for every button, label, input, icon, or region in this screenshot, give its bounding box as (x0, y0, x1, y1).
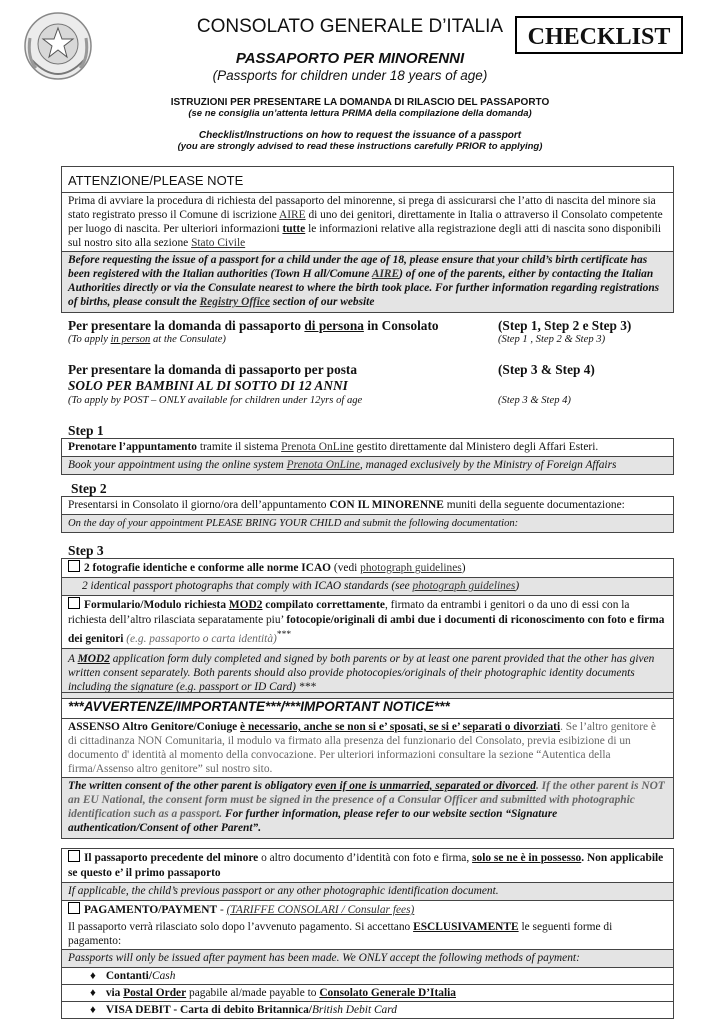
notice-text-en: The written consent of the other parent is obligatory even if one is unmarried, separated or divorced. If the other parent is NOT an EU National, the consent form must be signed in the presence of a Consular Officer and submitted with photographic identification such as a passport. For further information, please refer to our website section “Signature authentication/Consent of other Parent”. (62, 777, 673, 838)
payment-checkbox[interactable] (68, 902, 80, 914)
payment-text-en: Passports will only be issued after payment has been made. We ONLY accept the following methods of payment: (62, 950, 673, 968)
step-2-text-it: Presentarsi in Consolato il giorno/ora dell’appuntamento CON IL MINORENNE muniti della seguente documentazione: (62, 497, 673, 515)
apply-in-person-en: (To apply in person at the Consulate) (68, 334, 226, 345)
step-1-text-it: Prenotare l’appuntamento tramite il sistema Prenota OnLine gestito direttamente dal Ministero degli Affari Esteri. (62, 439, 673, 457)
form-item: Formulario/Modulo richiesta MOD2 compilato correttamente, firmato da entrambi i genitori o da uno di essi con la richiesta dell’altro rilasciata separatamente piu’ fotocopie/originali di ambi due i documenti di riconoscimento con foto e firma dei genitori (e.g. passaporto o carta identità)*** (62, 596, 673, 649)
photos-item: 2 fotografie identiche e conforme alle norme ICAO (vedi photograph guidelines) (62, 559, 673, 578)
apply-in-person-heading: Per presentare la domanda di passaporto di persona in Consolato (68, 318, 439, 333)
step-1-text-en: Book your appointment using the online system Prenota OnLine, managed exclusively by the Ministry of Foreign Affairs (62, 457, 673, 474)
bullet-icon: ♦ (90, 987, 96, 999)
photos-item-en: 2 identical passport photographs that comply with ICAO standards (see photograph guidelines) (62, 578, 673, 596)
apply-by-post-en: (To apply by POST – ONLY available for children under 12yrs of age (68, 395, 363, 406)
apply-by-post-steps: (Step 3 & Step 4) (498, 362, 595, 377)
instructions-note-en: (you are strongly advised to read these instructions carefully PRIOR to applying) (177, 141, 543, 152)
instructions-title-en: Checklist/Instructions on how to request the issuance of a passport (198, 130, 522, 141)
stato-civile-link[interactable]: Stato Civile (191, 237, 246, 249)
important-notice-box (61, 692, 674, 839)
photo-guidelines-link-en[interactable]: photograph guidelines (412, 580, 516, 592)
consular-fees-link[interactable]: (TARIFFE CONSOLARI / Consular fees) (226, 904, 415, 916)
step-3-label: Step 3 (68, 543, 104, 558)
previous-passport-en: If applicable, the child’s previous passport or any other photographic identification document. (62, 883, 673, 901)
payment-method-postal-order: ♦ via Postal Order pagabile al/made payable to Consolato Generale D’Italia (62, 985, 673, 1002)
final-checklist-box (61, 848, 674, 1019)
photos-checkbox[interactable] (68, 560, 80, 572)
apply-in-person-steps: (Step 1, Step 2 e Step 3) (498, 318, 632, 333)
previous-passport-checkbox[interactable] (68, 850, 80, 862)
italian-republic-emblem (22, 8, 94, 88)
aire-link-en[interactable]: AIRE (371, 268, 400, 280)
page-subtitle: (Passports for children under 18 years of age) (212, 68, 488, 83)
prenota-online-link-en[interactable]: Prenota OnLine (286, 459, 360, 471)
step-1-box (61, 438, 674, 475)
payment-text-it: Il passaporto verrà rilasciato solo dopo l’avvenuto pagamento. Si accettano ESCLUSIVAMENTE le seguenti forme di pagamento: (62, 919, 673, 950)
photo-guidelines-link[interactable]: photograph guidelines (360, 562, 462, 574)
consulate-name: CONSOLATO GENERALE D’ITALIA (196, 16, 504, 37)
attention-box (61, 166, 674, 313)
registry-office-link[interactable]: Registry Office (199, 296, 270, 308)
payment-method-cash: ♦ Contanti/Cash (62, 968, 673, 985)
step-1-label: Step 1 (68, 423, 104, 438)
important-notice-heading: ***AVVERTENZE/IMPORTANTE***/***IMPORTANT NOTICE*** (62, 693, 673, 719)
attention-text-en: Before requesting the issue of a passport for a child under the age of 18, please ensure that your child’s birth certificate has been registered with the Italian authorities (Town H all/Comune AIRE) of one of the parents, either by contacting the Italian Authorities directly or via the Consulate nearest to where the birth took place. For further information regarding registrations of births, please consult the Registry Office section of our website (62, 251, 673, 312)
apply-by-post-under-12: SOLO PER BAMBINI AL DI SOTTO DI 12 ANNI (68, 378, 348, 393)
previous-passport-item: Il passaporto precedente del minore o altro documento d’identità con foto e firma, solo se ne è in possesso. Non applicabile se questo e’ il primo passaporto (62, 849, 673, 883)
bullet-icon: ♦ (90, 970, 96, 982)
apply-in-person-steps-en: (Step 1 , Step 2 & Step 3) (498, 334, 606, 345)
form-checkbox[interactable] (68, 597, 80, 609)
instructions-note-it: (se ne consiglia un’attenta lettura PRIMA della compilazione della domanda) (188, 108, 532, 119)
step-2-box (61, 496, 674, 533)
step-3-box (61, 558, 674, 699)
bullet-icon: ♦ (90, 1004, 96, 1016)
instructions-title-it: ISTRUZIONI PER PRESENTARE LA DOMANDA DI RILASCIO DEL PASSAPORTO (170, 97, 550, 108)
apply-by-post-heading: Per presentare la domanda di passaporto per posta (68, 362, 357, 377)
step-2-label: Step 2 (71, 481, 107, 496)
notice-text-it: ASSENSO Altro Genitore/Coniuge è necessario, anche se non si e’ sposati, se si e’ separati o divorziati. Se l’altro genitore è di cittadinanza NON Comunitaria, il modulo va firmato alla presenza del funzionario del Consolato, previa esibizione di un documento d' identità al momento della convocazione. Per ulteriori informazioni consultare la sezione “Autentica della firma/Assenso altro genitore” sul nostro sito. (68, 721, 656, 775)
step-2-text-en: On the day of your appointment PLEASE BRING YOUR CHILD and submit the following documentation: (62, 515, 673, 532)
checklist-label: CHECKLIST (515, 16, 683, 54)
aire-link[interactable]: AIRE (279, 209, 306, 221)
apply-by-post-steps-en: (Step 3 & Step 4) (498, 395, 571, 406)
payment-method-debit-card: ♦ VISA DEBIT - Carta di debito Britannica/British Debit Card (90, 1004, 397, 1016)
prenota-online-link[interactable]: Prenota OnLine (281, 441, 354, 453)
attention-text-it: Prima di avviare la procedura di richiesta del passaporto del minorenne, si prega di assicurarsi che l’atto di nascita del minore sia stato registrato presso il Comune di iscrizione AIRE di uno dei genitori, direttamente in Italia o attraverso il Consolato competente per luogo di nascita. Per ulteriori informazioni tutte le informazioni relative alla registrazione degli atti di nascita sono disponibili sul nostro sito alla sezione Stato Civile (68, 195, 663, 249)
attention-heading: ATTENZIONE/PLEASE NOTE (62, 167, 673, 193)
page-title: PASSAPORTO PER MINORENNI (235, 50, 465, 67)
payment-item: PAGAMENTO/PAYMENT - (TARIFFE CONSOLARI / Consular fees) (62, 901, 673, 919)
form-item-en: A MOD2 application form duly completed and signed by both parents or by at least one parent provided that the other has given written consent separately. Both parents should also provide photocopies/originals of their photographic identity documents including the signature (e.g. passport or ID Card) *** (62, 649, 673, 698)
